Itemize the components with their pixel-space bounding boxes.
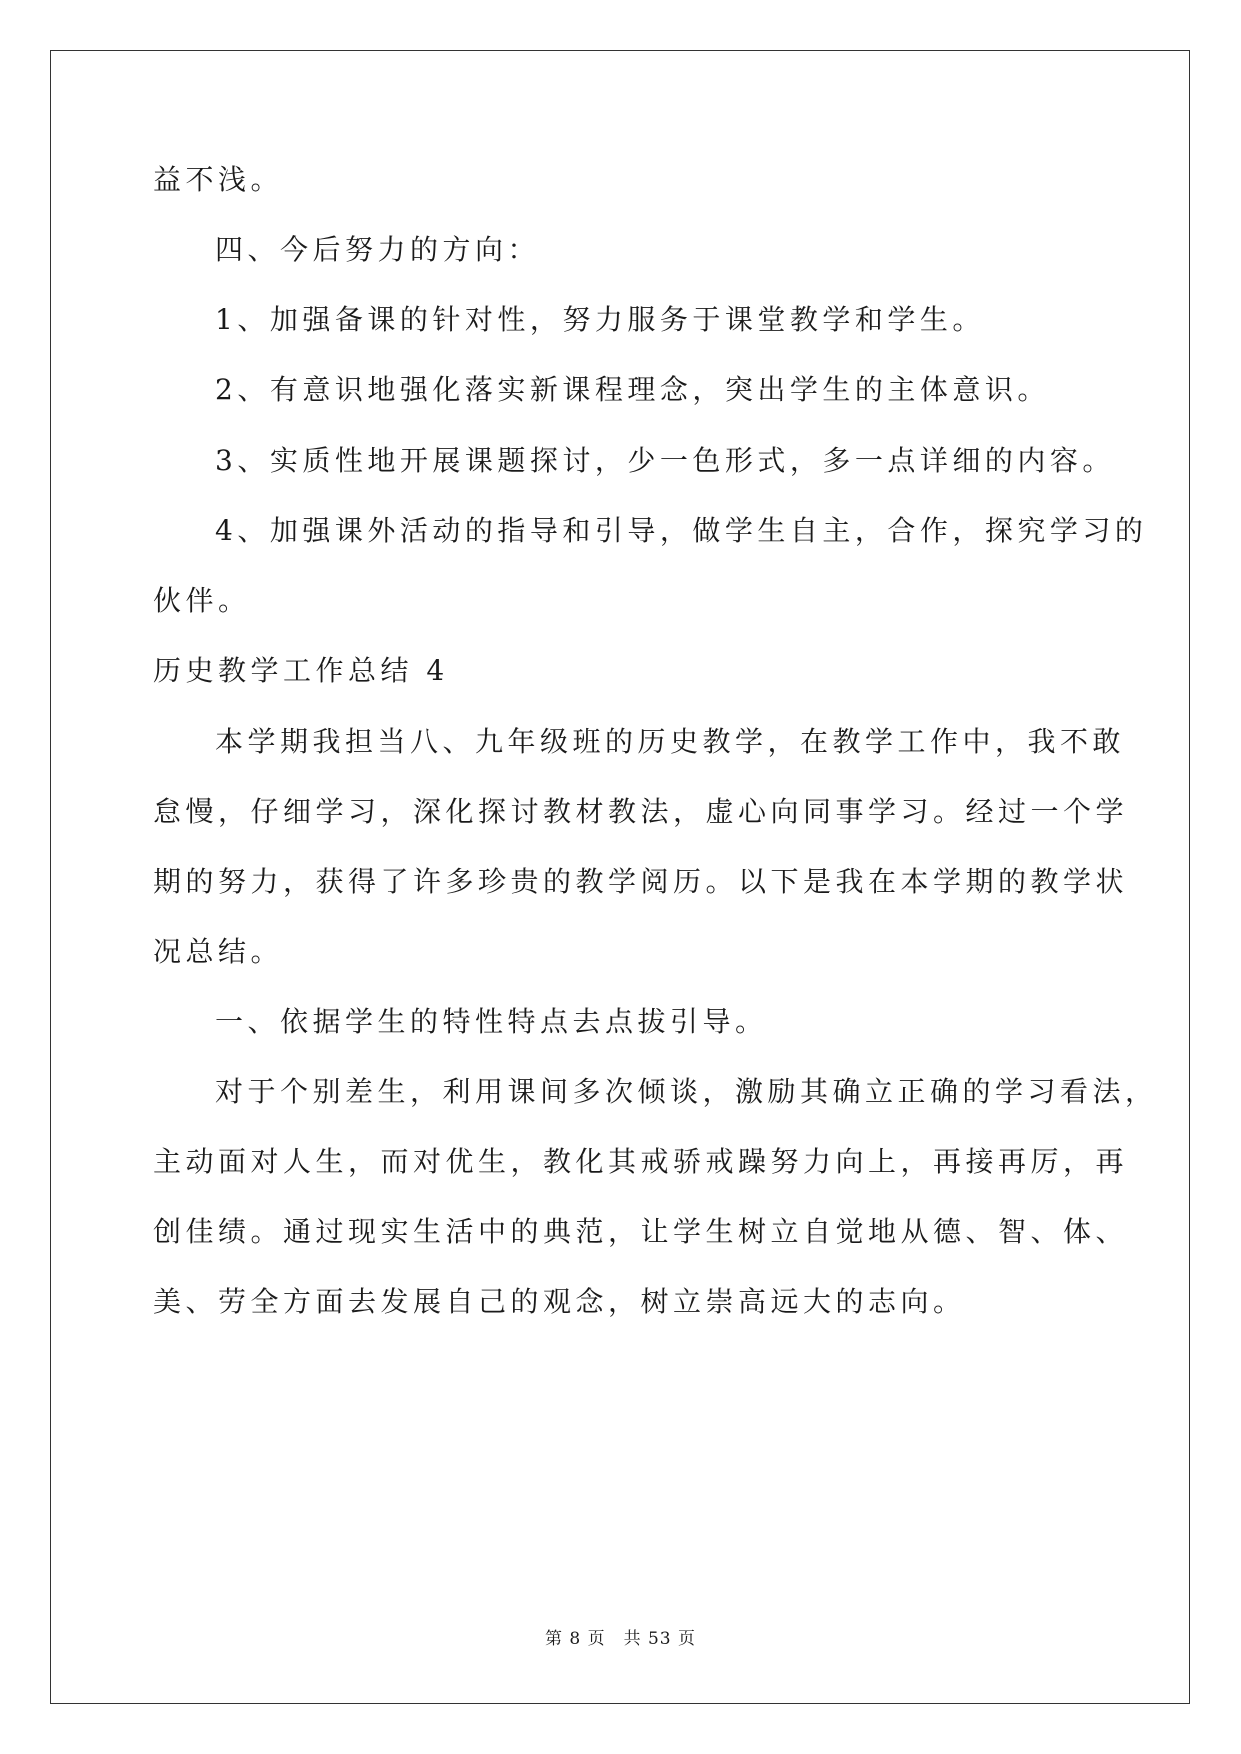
section-heading: 四、今后努力的方向： — [215, 233, 541, 266]
page-footer — [0, 1629, 1241, 1649]
section-heading: 一、依据学生的特性特点去点拔引导。 — [215, 1005, 768, 1038]
paragraph-line: 主动面对人生，而对优生，教化其戒骄戒躁努力向上，再接再厉，再 — [153, 1145, 1129, 1178]
paragraph-line: 期的努力，获得了许多珍贵的教学阅历。以下是我在本学期的教学状 — [153, 865, 1129, 898]
page-number: 第 8 页 — [544, 1629, 606, 1649]
text-line: 伙伴。 — [153, 584, 251, 617]
list-item: 3、实质性地开展课题探讨，少一色形式，多一点详细的内容。 — [215, 444, 1115, 477]
list-item: 1、加强备课的针对性，努力服务于课堂教学和学生。 — [215, 303, 985, 336]
document-title: 历史教学工作总结 4 — [153, 654, 449, 687]
paragraph-line: 本学期我担当八、九年级班的历史教学，在教学工作中，我不敢 — [215, 725, 1126, 758]
paragraph-line: 对于个别差生，利用课间多次倾谈，激励其确立正确的学习看法， — [215, 1075, 1158, 1108]
paragraph-line: 创佳绩。通过现实生活中的典范，让学生树立自觉地从德、智、体、 — [153, 1215, 1129, 1248]
list-item: 2、有意识地强化落实新课程理念，突出学生的主体意识。 — [215, 373, 1050, 406]
list-item: 4、加强课外活动的指导和引导，做学生自主，合作，探究学习的 — [215, 514, 1148, 547]
paragraph-line: 况总结。 — [153, 935, 284, 968]
paragraph-line: 怠慢，仔细学习，深化探讨教材教法，虚心向同事学习。经过一个学 — [153, 795, 1129, 828]
paragraph-line: 美、劳全方面去发展自己的观念，树立崇高远大的志向。 — [153, 1285, 966, 1318]
page-total: 共 53 页 — [623, 1629, 697, 1649]
text-line: 益不浅。 — [153, 163, 284, 196]
